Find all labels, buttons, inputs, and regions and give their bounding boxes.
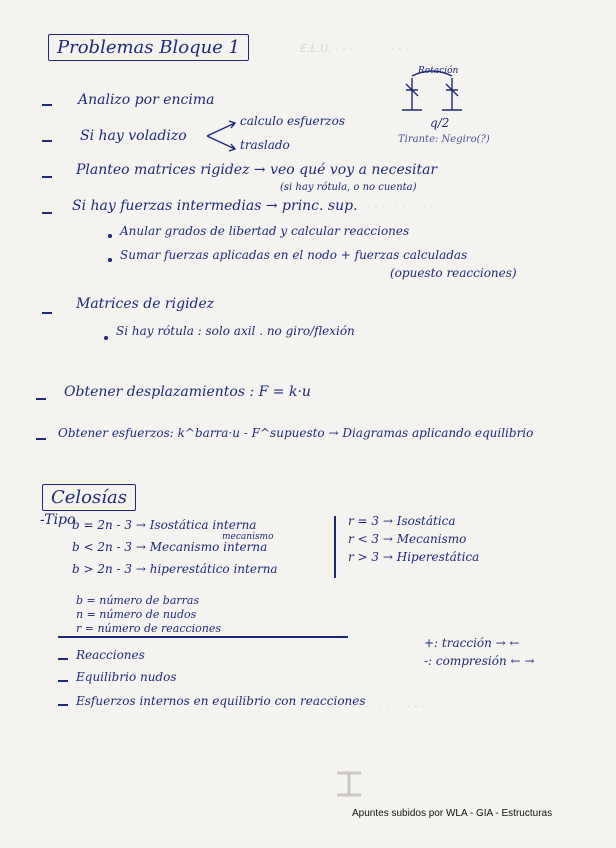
def-barras: b = número de barras [76,594,200,607]
item-matrices: Matrices de rigidez [76,296,215,312]
footer-credit: Apuntes subidos por WLA - GIA - Estructuras [352,808,553,819]
bullet-marker [104,336,108,340]
item-fuerzas-b-note: (opuesto reacciones) [390,266,517,280]
dash-marker [42,104,52,106]
fraction-num: q [430,116,438,130]
step-equilibrio: Equilibrio nudos [76,670,177,684]
item-voladizo-b: traslado [240,138,290,152]
dash-marker [58,704,68,706]
diagram-caption: Tirante: Negiro(?) [398,134,490,145]
item-analizo: Analizo por encima [78,92,215,108]
def-reacciones: r = número de reacciones [76,622,222,635]
item-fuerzas: Si hay fuerzas intermedias → princ. sup. [72,198,358,214]
fraction-den: 2 [441,116,450,130]
def-nudos: n = número de nudos [76,608,197,621]
item-desplazamientos: Obtener desplazamientos : F = k·u [64,384,311,400]
dash-marker [36,398,46,400]
celosias-title: Celosías [42,484,136,511]
table-divider [334,516,336,578]
step-esfuerzos: Esfuerzos internos en equilibrio con reacciones [76,694,366,708]
page-title: Problemas Bloque 1 [48,34,249,61]
item-planteo-note: (si hay rótula, o no cuenta) [280,182,417,193]
sign-traccion: +: tracción → ← [424,636,520,650]
diagram-fraction: q/2 [430,116,450,130]
item-voladizo-a: calculo esfuerzos [240,114,346,128]
ghost-text: · · · · · · · · · · · · · · · [330,700,432,713]
dash-marker [42,212,52,214]
dash-marker [36,438,46,440]
ghost-text: · · · · · · · · · · · [360,200,434,213]
celosia-right-row-1: r = 3 → Isostática [348,514,456,528]
dash-marker [42,140,52,142]
diagram-label: Rotación [418,66,459,76]
item-planteo: Planteo matrices rigidez → veo qué voy a necesitar [76,162,438,178]
celosia-right-row-2: r < 3 → Mecanismo [348,532,467,546]
bullet-marker [108,234,112,238]
dash-marker [58,680,68,682]
ibeam-icon [334,770,364,798]
item-fuerzas-b: Sumar fuerzas aplicadas en el nodo + fuerzas calculadas [120,248,468,262]
sign-compresion: -: compresión ← → [424,654,535,668]
celosia-row-2: b < 2n - 3 → Mecanismo interna [72,540,268,554]
bullet-marker [108,258,112,262]
ghost-text: E.L.U. · · · · · · · · · · · · · [300,42,423,55]
celosia-right-row-3: r > 3 → Hiperestática [348,550,480,564]
item-rotula: Si hay rótula : solo axil . no giro/flexión [116,324,355,338]
dash-marker [42,176,52,178]
branch-arrow-icon [205,118,239,154]
item-voladizo: Si hay voladizo [80,128,187,144]
item-esfuerzos: Obtener esfuerzos: k^barra·u - F^supuesto → Diagramas aplicando equilibrio [58,426,534,440]
section-underline [58,636,348,638]
item-fuerzas-a: Anular grados de libertad y calcular reacciones [120,224,410,238]
step-reacciones: Reacciones [76,648,145,662]
celosia-strike-note: mecanismo [222,532,274,542]
celosia-row-1: b = 2n - 3 → Isostática interna [72,518,257,532]
celosias-tipo: -Tipo [40,512,76,528]
dash-marker [58,658,68,660]
dash-marker [42,312,52,314]
celosia-row-3: b > 2n - 3 → hiperestático interna [72,562,278,576]
